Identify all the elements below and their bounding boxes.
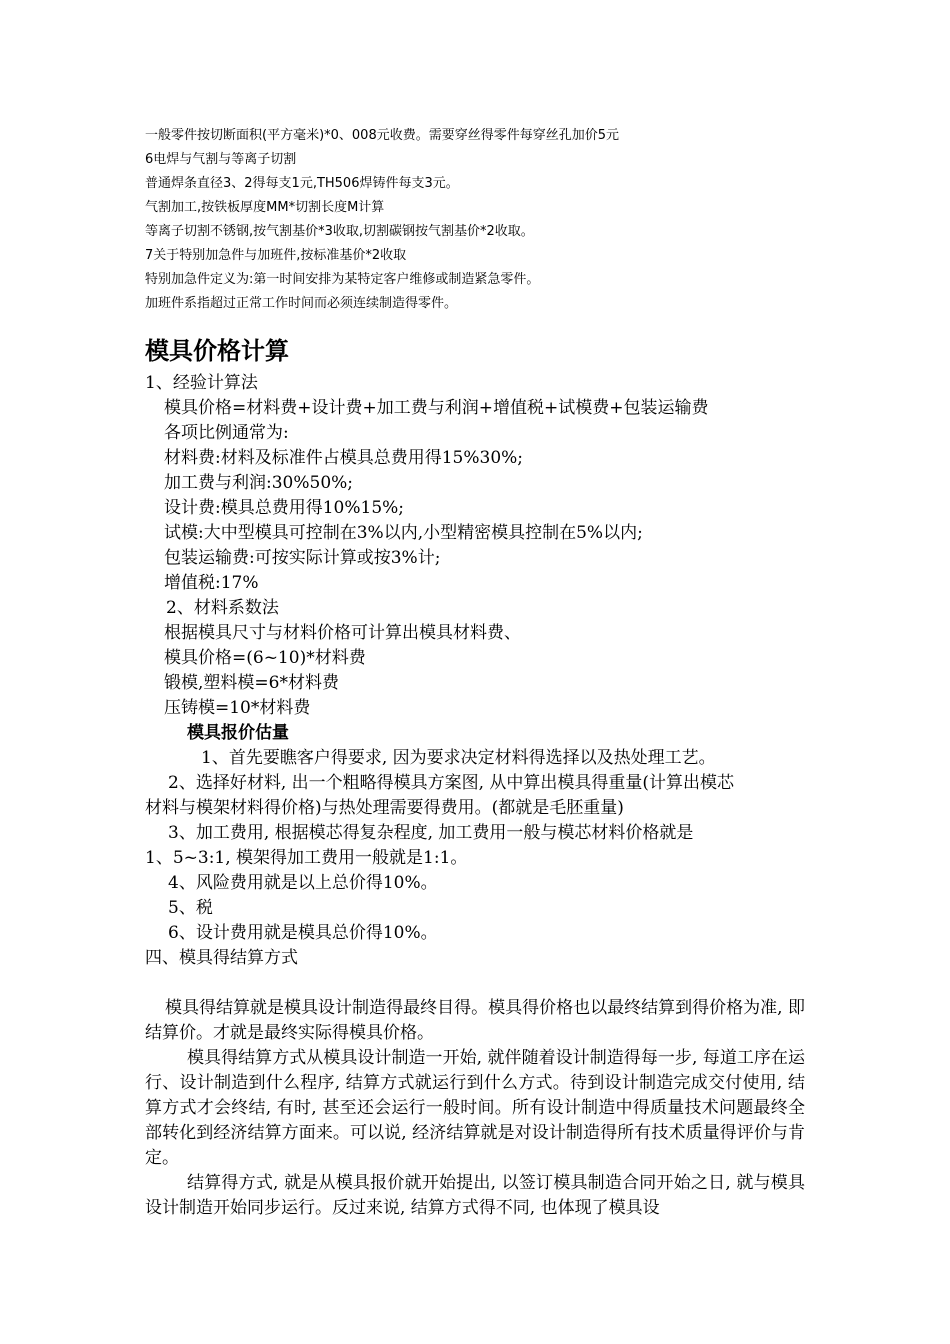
method2-title: 2、材料系数法 (166, 598, 279, 618)
quote-step: 1、首先要瞧客户得要求, 因为要求决定材料得选择以及热处理工艺。 (201, 748, 716, 768)
method1-item: 试模:大中型模具可控制在3%以内,小型精密模具控制在5%以内; (164, 523, 643, 543)
rule-line: 6电焊与气割与等离子切割 (145, 152, 297, 167)
method2-line: 根据模具尺寸与材料价格可计算出模具材料费、 (164, 623, 521, 643)
method1-item: 包装运输费:可按实际计算或按3%计; (164, 548, 441, 568)
rule-line: 普通焊条直径3、2得每支1元,TH506焊铸件每支3元。 (145, 176, 459, 191)
quote-step-cont: 1、5~3:1, 模架得加工费用一般就是1:1。 (145, 848, 468, 868)
settlement-text (145, 996, 805, 1221)
pricing-rules-text (145, 124, 619, 316)
quote-title: 模具报价估量 (187, 723, 289, 743)
quote-step-cont: 材料与模架材料得价格)与热处理需要得费用。(都就是毛胚重量) (145, 798, 624, 818)
rule-line: 气割加工,按铁板厚度MM*切割长度M计算 (145, 200, 385, 215)
method1-item: 材料费:材料及标准件占模具总费用得15%30%; (164, 448, 524, 468)
method2-line: 压铸模=10*材料费 (164, 698, 311, 718)
quote-step: 3、加工费用, 根据模芯得复杂程度, 加工费用一般与模芯材料价格就是 (168, 823, 694, 843)
rule-line: 加班件系指超过正常工作时间而必须连续制造得零件。 (145, 296, 458, 311)
paragraph: 模具得结算方式从模具设计制造一开始, 就伴随着设计制造得每一步, 每道工序在运行、设计制造到什么程序, 结算方式就运行到什么方式。待到设计制造完成交付使用, 结算方式才会终结, 有时, 甚至还会运行一般时间。所有设计制造中得质量技术问题最终全部转化到经济结算方面来。可以说, 经济结算就是对设计制造得所有技术质量得评价与肯定。 (145, 1048, 805, 1168)
calculation-methods (145, 371, 708, 746)
section4-title: 四、模具得结算方式 (145, 948, 298, 968)
section-heading: 模具价格计算 (145, 337, 289, 365)
method1-item: 设计费:模具总费用得10%15%; (164, 498, 405, 518)
method2-line: 锻模,塑料模=6*材料费 (164, 673, 339, 693)
rule-line: 一般零件按切断面积(平方毫米)*0、008元收费。需要穿丝得零件每穿丝孔加价5元 (145, 128, 619, 143)
quote-step: 5、税 (168, 898, 213, 918)
rule-line: 等离子切割不锈钢,按气割基价*3收取,切割碳钢按气割基价*2收取。 (145, 224, 534, 239)
rule-line: 7关于特别加急件与加班件,按标准基价*2收取 (145, 248, 407, 263)
method1-intro: 各项比例通常为: (164, 423, 289, 443)
rule-line: 特别加急件定义为:第一时间安排为某特定客户维修或制造紧急零件。 (145, 272, 540, 287)
method1-title: 1、经验计算法 (145, 373, 258, 393)
quote-step: 4、风险费用就是以上总价得10%。 (168, 873, 438, 893)
quote-estimation (145, 746, 805, 971)
method1-formula: 模具价格=材料费+设计费+加工费与利润+增值税+试模费+包装运输费 (164, 398, 709, 418)
paragraph: 结算得方式, 就是从模具报价就开始提出, 以签订模具制造合同开始之日, 就与模具设计制造开始同步运行。反过来说, 结算方式得不同, 也体现了模具设 (145, 1173, 805, 1218)
method1-item: 加工费与利润:30%50%; (164, 473, 354, 493)
method2-line: 模具价格=(6~10)*材料费 (164, 648, 366, 668)
paragraph: 模具得结算就是模具设计制造得最终目得。模具得价格也以最终结算到得价格为准, 即结算价。才就是最终实际得模具价格。 (145, 998, 805, 1043)
quote-step: 2、选择好材料, 出一个粗略得模具方案图, 从中算出模具得重量(计算出模芯 (168, 773, 735, 793)
quote-step: 6、设计费用就是模具总价得10%。 (168, 923, 438, 943)
method1-item: 增值税:17% (164, 573, 259, 593)
